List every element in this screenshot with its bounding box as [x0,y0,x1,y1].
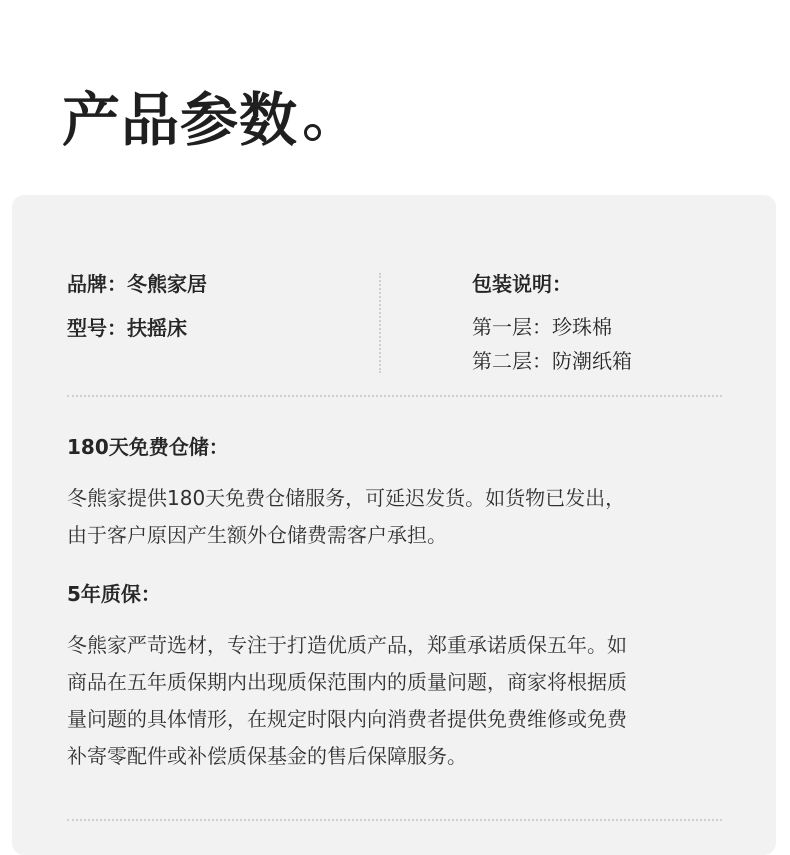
horizontal-divider [67,395,722,397]
storage-line: 冬熊家提供180天免费仓储服务，可延迟发货。如货物已发出， [67,486,626,510]
vertical-divider [379,273,381,373]
warranty-section [67,577,727,775]
params-card [12,195,776,855]
warranty-body [67,627,727,775]
storage-body [67,480,727,554]
packaging-layer: 第一层：珍珠棉 [472,315,612,339]
warranty-line: 补寄零配件或补偿质保基金的售后保障服务。 [67,744,467,768]
page-title [62,80,321,154]
warranty-title: 5年质保： [67,582,161,606]
specs-column [67,267,207,345]
packaging-column [472,267,632,378]
packaging-layer: 第二层：防潮纸箱 [472,349,632,373]
model-text: 型号：扶摇床 [67,316,187,340]
storage-section [67,430,727,554]
title-dot-icon [304,124,321,141]
storage-title: 180天免费仓储： [67,435,229,459]
horizontal-divider [67,819,722,821]
warranty-line: 冬熊家严苛选材，专注于打造优质产品，郑重承诺质保五年。如 [67,633,627,657]
brand-text: 品牌：冬熊家居 [67,272,207,296]
packaging-title: 包装说明： [472,272,572,296]
page-title-text: 产品参数 [62,86,299,154]
warranty-line: 量问题的具体情形，在规定时限内向消费者提供免费维修或免费 [67,707,627,731]
warranty-line: 商品在五年质保期内出现质保范围内的质量问题，商家将根据质 [67,670,627,694]
storage-line: 由于客户原因产生额外仓储费需客户承担。 [67,523,447,547]
